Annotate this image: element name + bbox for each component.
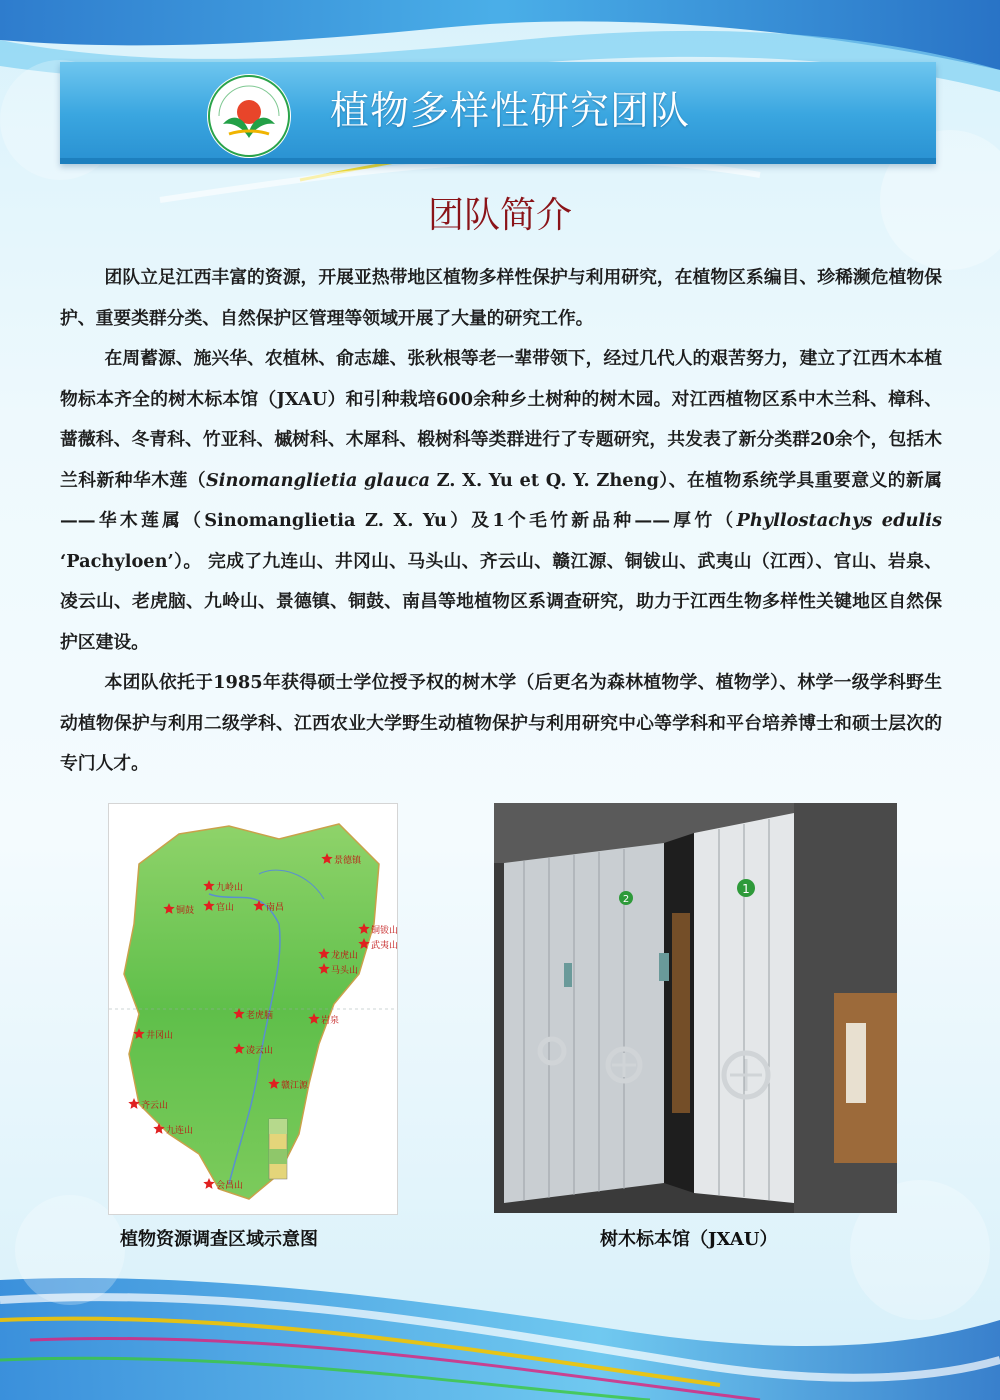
site-label: 岩泉	[321, 1016, 340, 1026]
herbarium-photo	[494, 803, 897, 1213]
intro-paragraph-1: 团队立足江西丰富的资源，开展亚热带地区植物多样性保护与利用研究，在植物区系编目、珍稀濒危植物保护、重要类群分类、自然保护区管理等领域开展了大量的研究工作。	[60, 267, 942, 329]
site-label: 齐云山	[141, 1101, 169, 1111]
species-name-phyllostachys: Phyllostachys edulis	[736, 510, 942, 531]
intro-paragraph-2-part-c: ‘Pachyloen’）。 完成了九连山、井冈山、马头山、齐云山、赣江源、铜钹山、武夷山（江西）、官山、岩泉、凌云山、老虎脑、九岭山、景德镇、铜鼓、南昌等地植物区系调查研究，助力于江西生物多样性关键地区自然保护区建设。	[60, 550, 942, 653]
site-label: 井冈山	[146, 1031, 174, 1041]
site-label: 铜鼓	[176, 906, 195, 916]
site-label: 凌云山	[246, 1046, 274, 1056]
intro-paragraph-2	[60, 339, 942, 663]
page-title: 植物多样性研究团队	[330, 89, 691, 134]
intro-paragraph-3: 本团队依托于1985年获得硕士学位授予权的树木学（后更名为森林植物学、植物学）、林学一级学科野生动植物保护与利用二级学科、江西农业大学野生动植物保护与利用研究中心等学科和平台培养博士和硕士层次的专门人才。	[60, 672, 942, 774]
university-logo-icon	[205, 72, 293, 160]
site-label: 会昌山	[216, 1181, 244, 1191]
intro-paragraph-2-part-b: Z. X. Yu et Q. Y. Zheng）、在植物系统学具重要意义的新属——华木莲属（Sinomanglietia Z. X. Yu）及1个毛竹新品种——厚竹（	[60, 469, 942, 531]
intro-paragraph-2-part-a: 在周蓄源、施兴华、农植林、俞志雄、张秋根等老一辈带领下，经过几代人的艰苦努力，建立了江西木本植物标本齐全的树木标本馆（JXAU）和引种栽培600余种乡土树种的树木园。对江西植物区系中木兰科、樟科、蔷薇科、冬青科、竹亚科、槭树科、木犀科、椴树科等类群进行了专题研究，共发表了新分类群20余个，包括木兰科新种华木莲（	[60, 348, 942, 491]
team-intro-text	[60, 258, 942, 785]
site-label: 九岭山	[216, 883, 244, 893]
site-label: 铜钹山	[371, 926, 397, 936]
map-caption: 植物资源调查区域示意图	[120, 1229, 318, 1250]
cabinet-number-1: 1	[742, 882, 750, 896]
section-heading: 团队简介	[427, 195, 572, 236]
cabinet-number-2: 2	[622, 894, 630, 905]
site-label: 老虎脑	[246, 1011, 274, 1021]
site-label: 景德镇	[334, 856, 362, 866]
site-label: 马头山	[331, 966, 359, 976]
site-label: 武夷山	[371, 941, 397, 951]
photo-caption: 树木标本馆（JXAU）	[600, 1229, 778, 1250]
site-label: 南昌	[266, 903, 285, 913]
site-label: 龙虎山	[331, 951, 359, 961]
survey-region-map	[108, 803, 398, 1215]
site-label: 九连山	[166, 1126, 194, 1136]
site-label: 官山	[216, 903, 235, 913]
site-label: 赣江源	[281, 1081, 309, 1091]
species-name-sinomanglietia: Sinomanglietia glauca	[205, 469, 430, 491]
